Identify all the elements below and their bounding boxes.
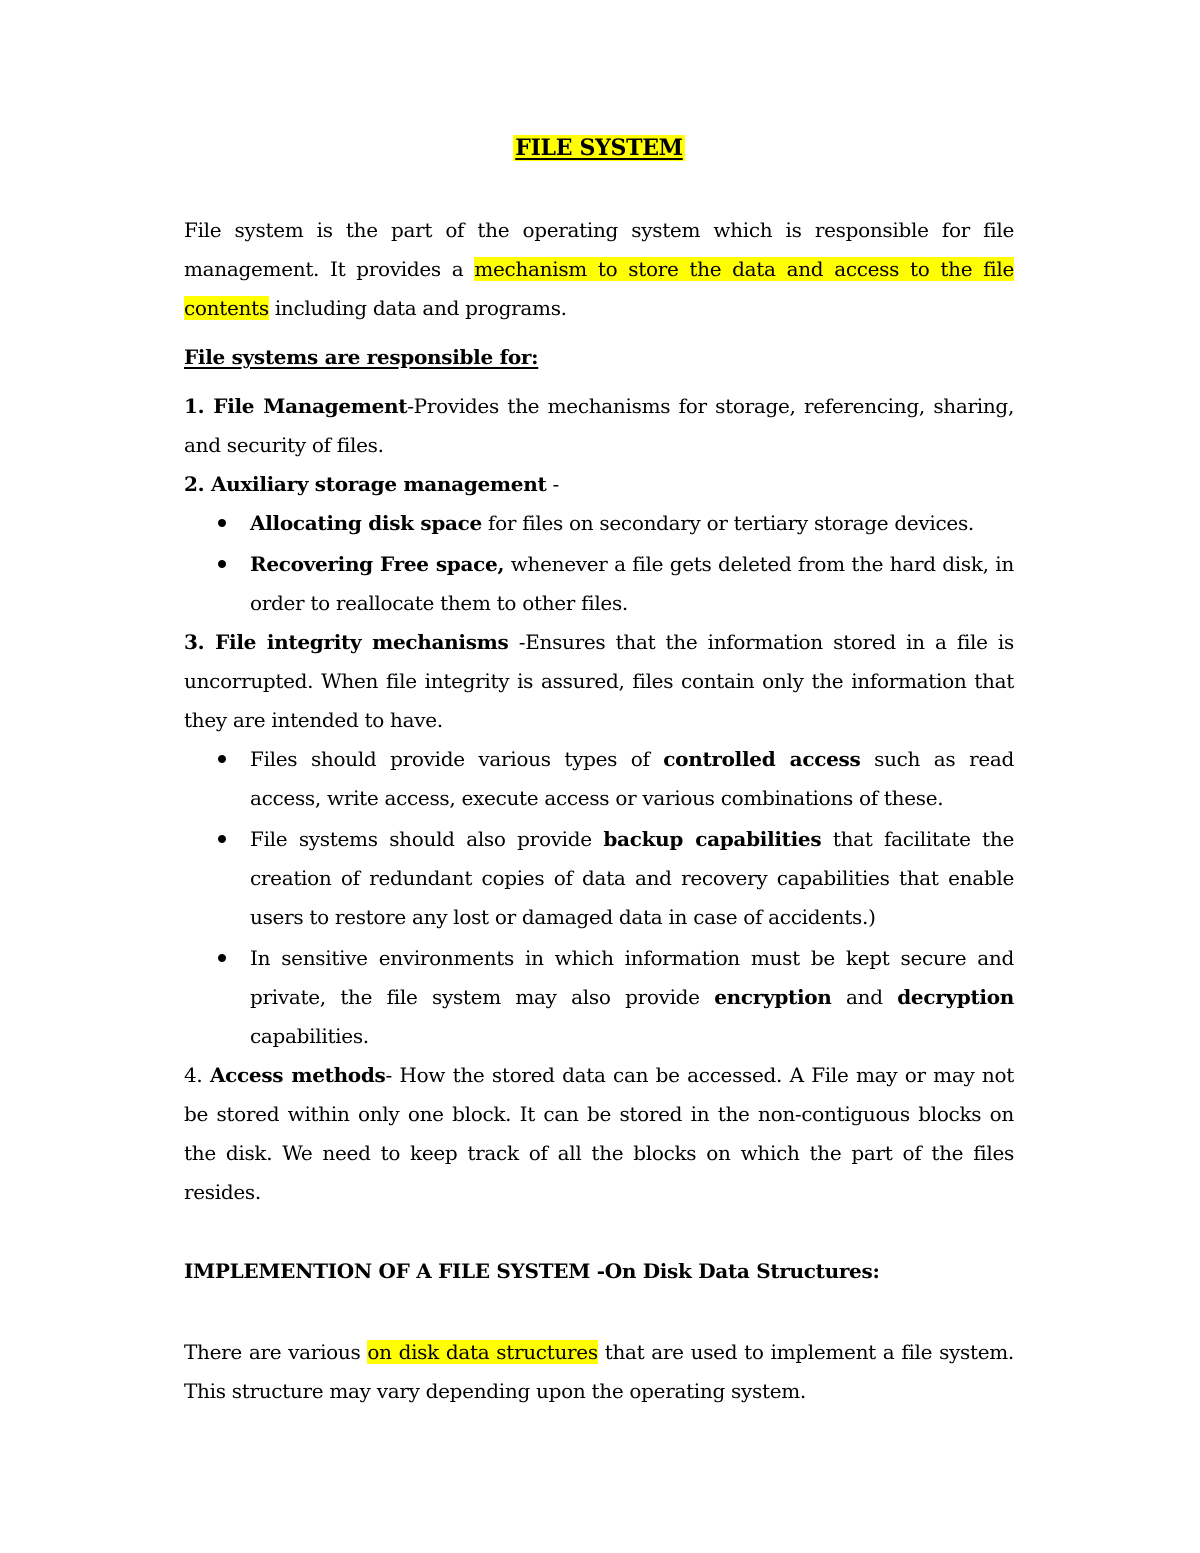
closing-text-1: There are various bbox=[184, 1340, 368, 1364]
page-title bbox=[184, 128, 1014, 168]
bullet-text: such as read access, write access, execute access or various combinations of these. bbox=[250, 747, 1014, 810]
list-item bbox=[184, 545, 1014, 623]
item2-label: 2. Auxiliary storage management bbox=[184, 472, 547, 496]
list-item bbox=[184, 504, 1014, 543]
intro-text-2: including data and programs. bbox=[268, 296, 567, 320]
bullet-text: whenever a file gets deleted from the hard disk, in order to reallocate them to other files. bbox=[250, 552, 1014, 615]
bullet-icon bbox=[218, 560, 226, 568]
bullet-text: that facilitate the creation of redundant copies of data and recovery capabilities that enable users to restore any lost or damaged data in case of accidents.) bbox=[250, 827, 1014, 929]
closing-highlight: on disk data structures bbox=[367, 1340, 598, 1364]
title-text: FILE SYSTEM bbox=[515, 135, 683, 161]
bullet-icon bbox=[218, 954, 226, 962]
list-item bbox=[184, 820, 1014, 937]
bullet-text: for files on secondary or tertiary storage devices. bbox=[481, 511, 974, 535]
auxiliary-bullet-list bbox=[184, 504, 1014, 623]
item3-label: 3. File integrity mechanisms bbox=[184, 630, 509, 654]
bullet-bold: Recovering Free space, bbox=[250, 552, 505, 576]
bullet-text: capabilities. bbox=[250, 1024, 369, 1048]
responsibilities-heading bbox=[184, 338, 1014, 377]
item3-text: -Ensures that the information stored in a file is uncorrupted. When file integrity is assured, files contain only the information that they are intended to have. bbox=[184, 630, 1014, 732]
item1-text: -Provides the mechanisms for storage, referencing, sharing, and security of files. bbox=[184, 394, 1014, 457]
closing-text-2: that are used to implement a file system. This structure may vary depending upon the operating system. bbox=[184, 1340, 1014, 1403]
responsibilities-heading-text: File systems are responsible for: bbox=[184, 345, 539, 369]
item2-text: - bbox=[546, 472, 559, 496]
implementation-heading: IMPLEMENTION OF A FILE SYSTEM -On Disk Data Structures: bbox=[184, 1259, 880, 1283]
bullet-bold: encryption bbox=[714, 985, 832, 1009]
bullet-bold: decryption bbox=[897, 985, 1014, 1009]
bullet-bold: Allocating disk space bbox=[250, 511, 482, 535]
intro-paragraph bbox=[184, 211, 1014, 328]
item4-number: 4. bbox=[184, 1063, 210, 1087]
list-item bbox=[184, 939, 1014, 1056]
item4-label: Access methods bbox=[209, 1063, 386, 1087]
item4-text: - How the stored data can be accessed. A File may or may not be stored within only one block. It can be stored in the non-contiguous blocks on the disk. We need to keep track of all the blocks on which the part of the files resides. bbox=[184, 1063, 1014, 1204]
bullet-text: and bbox=[831, 985, 898, 1009]
bullet-text: In sensitive environments in which information must be kept secure and private, the file system may also provide bbox=[250, 946, 1014, 1009]
bullet-icon bbox=[218, 835, 226, 843]
document-page bbox=[184, 128, 1014, 1411]
item-file-integrity bbox=[184, 623, 1014, 740]
closing-paragraph bbox=[184, 1333, 1014, 1411]
bullet-text: Files should provide various types of bbox=[250, 747, 664, 771]
bullet-bold: controlled access bbox=[663, 747, 861, 771]
item1-label: 1. File Management bbox=[184, 394, 408, 418]
intro-text-1: File system is the part of the operating system which is responsible for file management. It provides a bbox=[184, 218, 1014, 281]
item-file-management bbox=[184, 387, 1014, 465]
item-access-methods bbox=[184, 1056, 1014, 1212]
list-item bbox=[184, 740, 1014, 818]
integrity-bullet-list bbox=[184, 740, 1014, 1056]
bullet-icon bbox=[218, 755, 226, 763]
bullet-bold: backup capabilities bbox=[603, 827, 822, 851]
item-auxiliary-storage bbox=[184, 465, 1014, 504]
intro-highlight: mechanism to store the data and access to the file contents bbox=[184, 257, 1015, 320]
bullet-text: File systems should also provide bbox=[250, 827, 604, 851]
bullet-icon bbox=[218, 519, 226, 527]
